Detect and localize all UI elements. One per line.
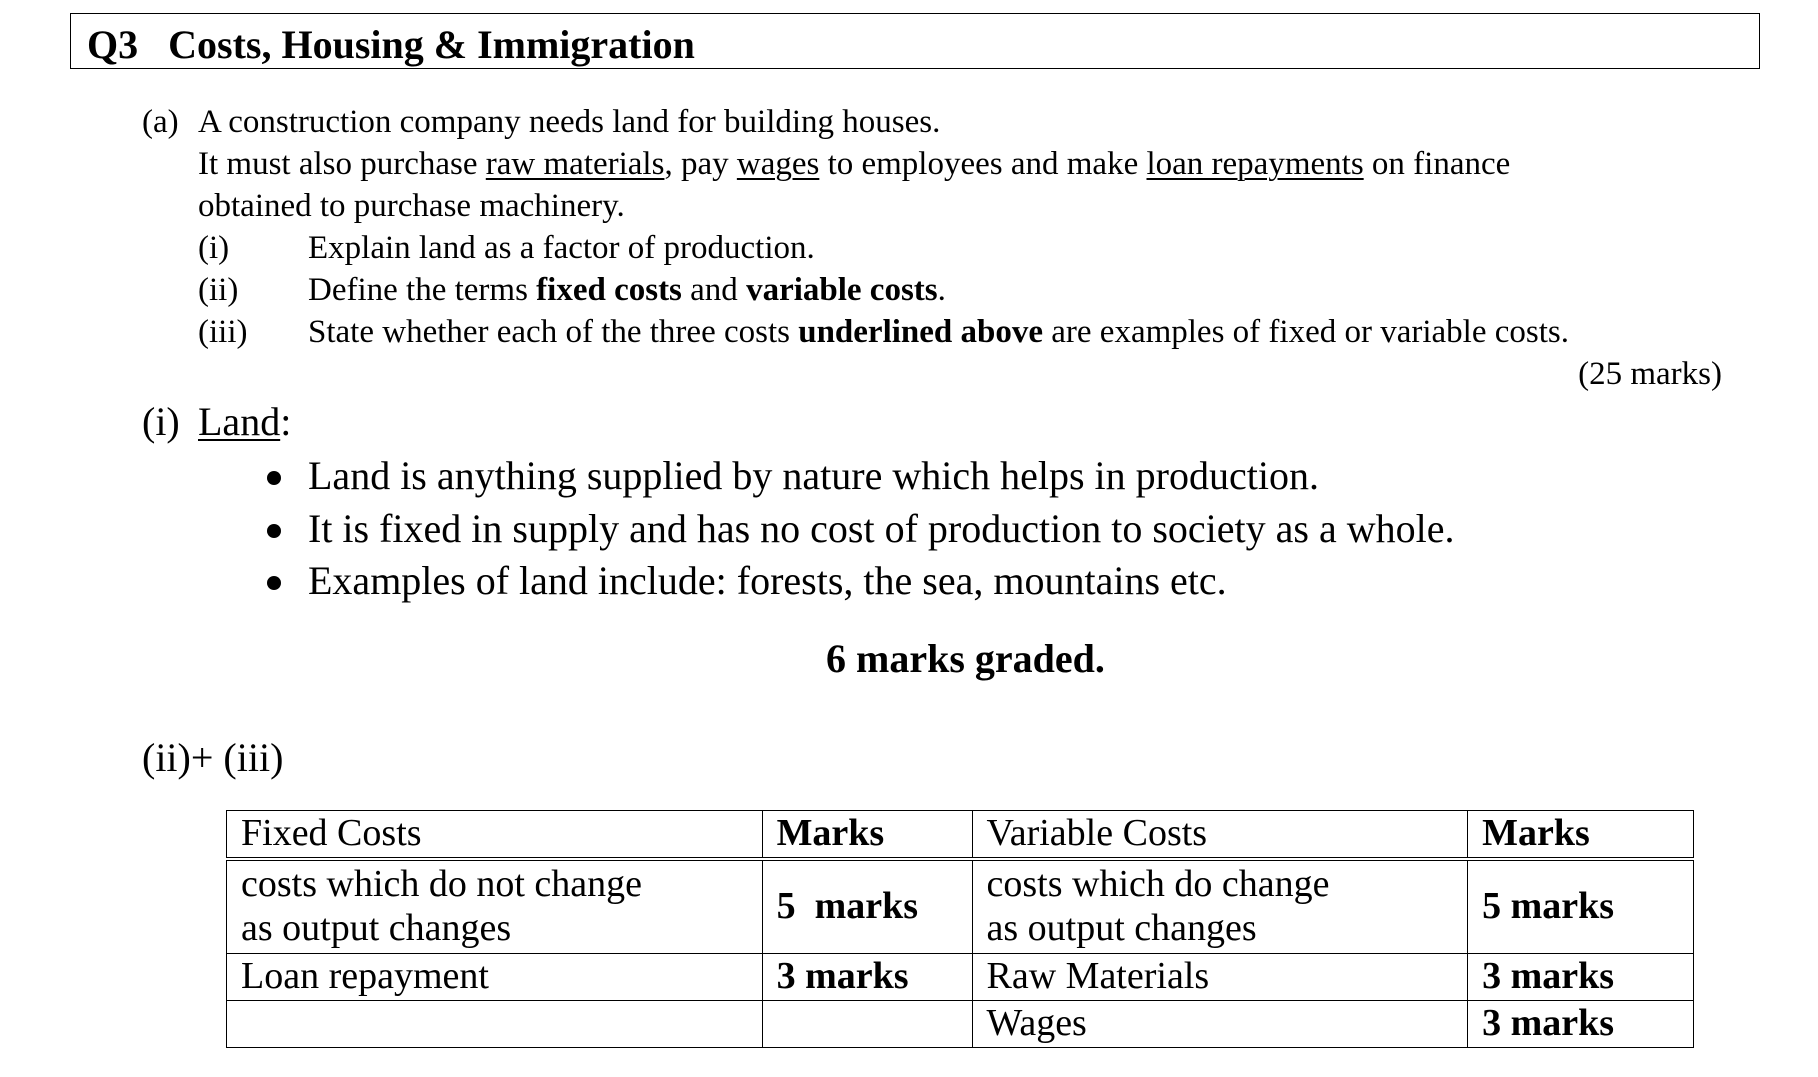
part-iii-num: (iii) — [198, 314, 248, 350]
question-topic: Costs, Housing & Immigration — [168, 22, 695, 67]
answer-i-bullet-1: Land is anything supplied by nature which helps in production. — [308, 453, 1319, 498]
part-i-text: Explain land as a factor of production. — [308, 230, 815, 266]
fixed-costs-definition: costs which do not change as output changes — [227, 859, 763, 954]
fixed-example-marks: 3 marks — [762, 954, 972, 1001]
answer-ii-iii-label: (ii)+ (iii) — [142, 735, 284, 780]
underlined-loan-repayments: loan repayments — [1146, 146, 1364, 182]
part-ii-num: (ii) — [198, 272, 239, 308]
variable-example-marks: 3 marks — [1468, 954, 1694, 1001]
graded-marks: 6 marks graded. — [826, 636, 1105, 681]
costs-table — [226, 810, 1694, 1048]
fixed-cost-example: Loan repayment — [227, 954, 763, 1001]
part-ii-text: Define the terms fixed costs and variable costs. — [308, 272, 946, 308]
question-title — [87, 21, 695, 68]
answer-i-label: (i) — [142, 399, 180, 444]
table-row — [227, 954, 1694, 1001]
header-marks: Marks — [1468, 811, 1694, 860]
underlined-raw-materials: raw materials — [485, 146, 665, 182]
header-variable-costs: Variable Costs — [972, 811, 1468, 860]
part-iii-text: State whether each of the three costs underlined above are examples of fixed or variable costs. — [308, 314, 1569, 350]
bullet-icon — [267, 576, 281, 590]
answer-i-bullet-2: It is fixed in supply and has no cost of production to society as a whole. — [308, 506, 1455, 551]
total-marks: (25 marks) — [1578, 356, 1722, 392]
header-marks: Marks — [762, 811, 972, 860]
header-fixed-costs: Fixed Costs — [227, 811, 763, 860]
bullet-icon — [267, 524, 281, 538]
underlined-wages: wages — [736, 146, 820, 182]
question-line-3: obtained to purchase machinery. — [198, 188, 625, 224]
answer-i-bullet-3: Examples of land include: forests, the sea, mountains etc. — [308, 558, 1227, 603]
question-line-2: It must also purchase raw materials, pay wages to employees and make loan repayments on finance — [198, 146, 1511, 182]
variable-example-marks: 3 marks — [1468, 1001, 1694, 1048]
fixed-definition-marks: 5 marks — [762, 859, 972, 954]
fixed-cost-empty — [227, 1001, 763, 1048]
variable-cost-example: Raw Materials — [972, 954, 1468, 1001]
variable-cost-example: Wages — [972, 1001, 1468, 1048]
question-number: Q3 — [87, 22, 139, 67]
table-header-row — [227, 811, 1694, 860]
part-a-label: (a) — [142, 104, 179, 140]
variable-definition-marks: 5 marks — [1468, 859, 1694, 954]
answer-i-heading: Land: — [198, 399, 292, 444]
bullet-icon — [267, 471, 281, 485]
table-row — [227, 859, 1694, 954]
part-i-num: (i) — [198, 230, 230, 266]
table-row — [227, 1001, 1694, 1048]
question-line-1: A construction company needs land for building houses. — [198, 104, 941, 140]
question-title-box — [70, 13, 1760, 69]
fixed-empty-marks — [762, 1001, 972, 1048]
variable-costs-definition: costs which do change as output changes — [972, 859, 1468, 954]
